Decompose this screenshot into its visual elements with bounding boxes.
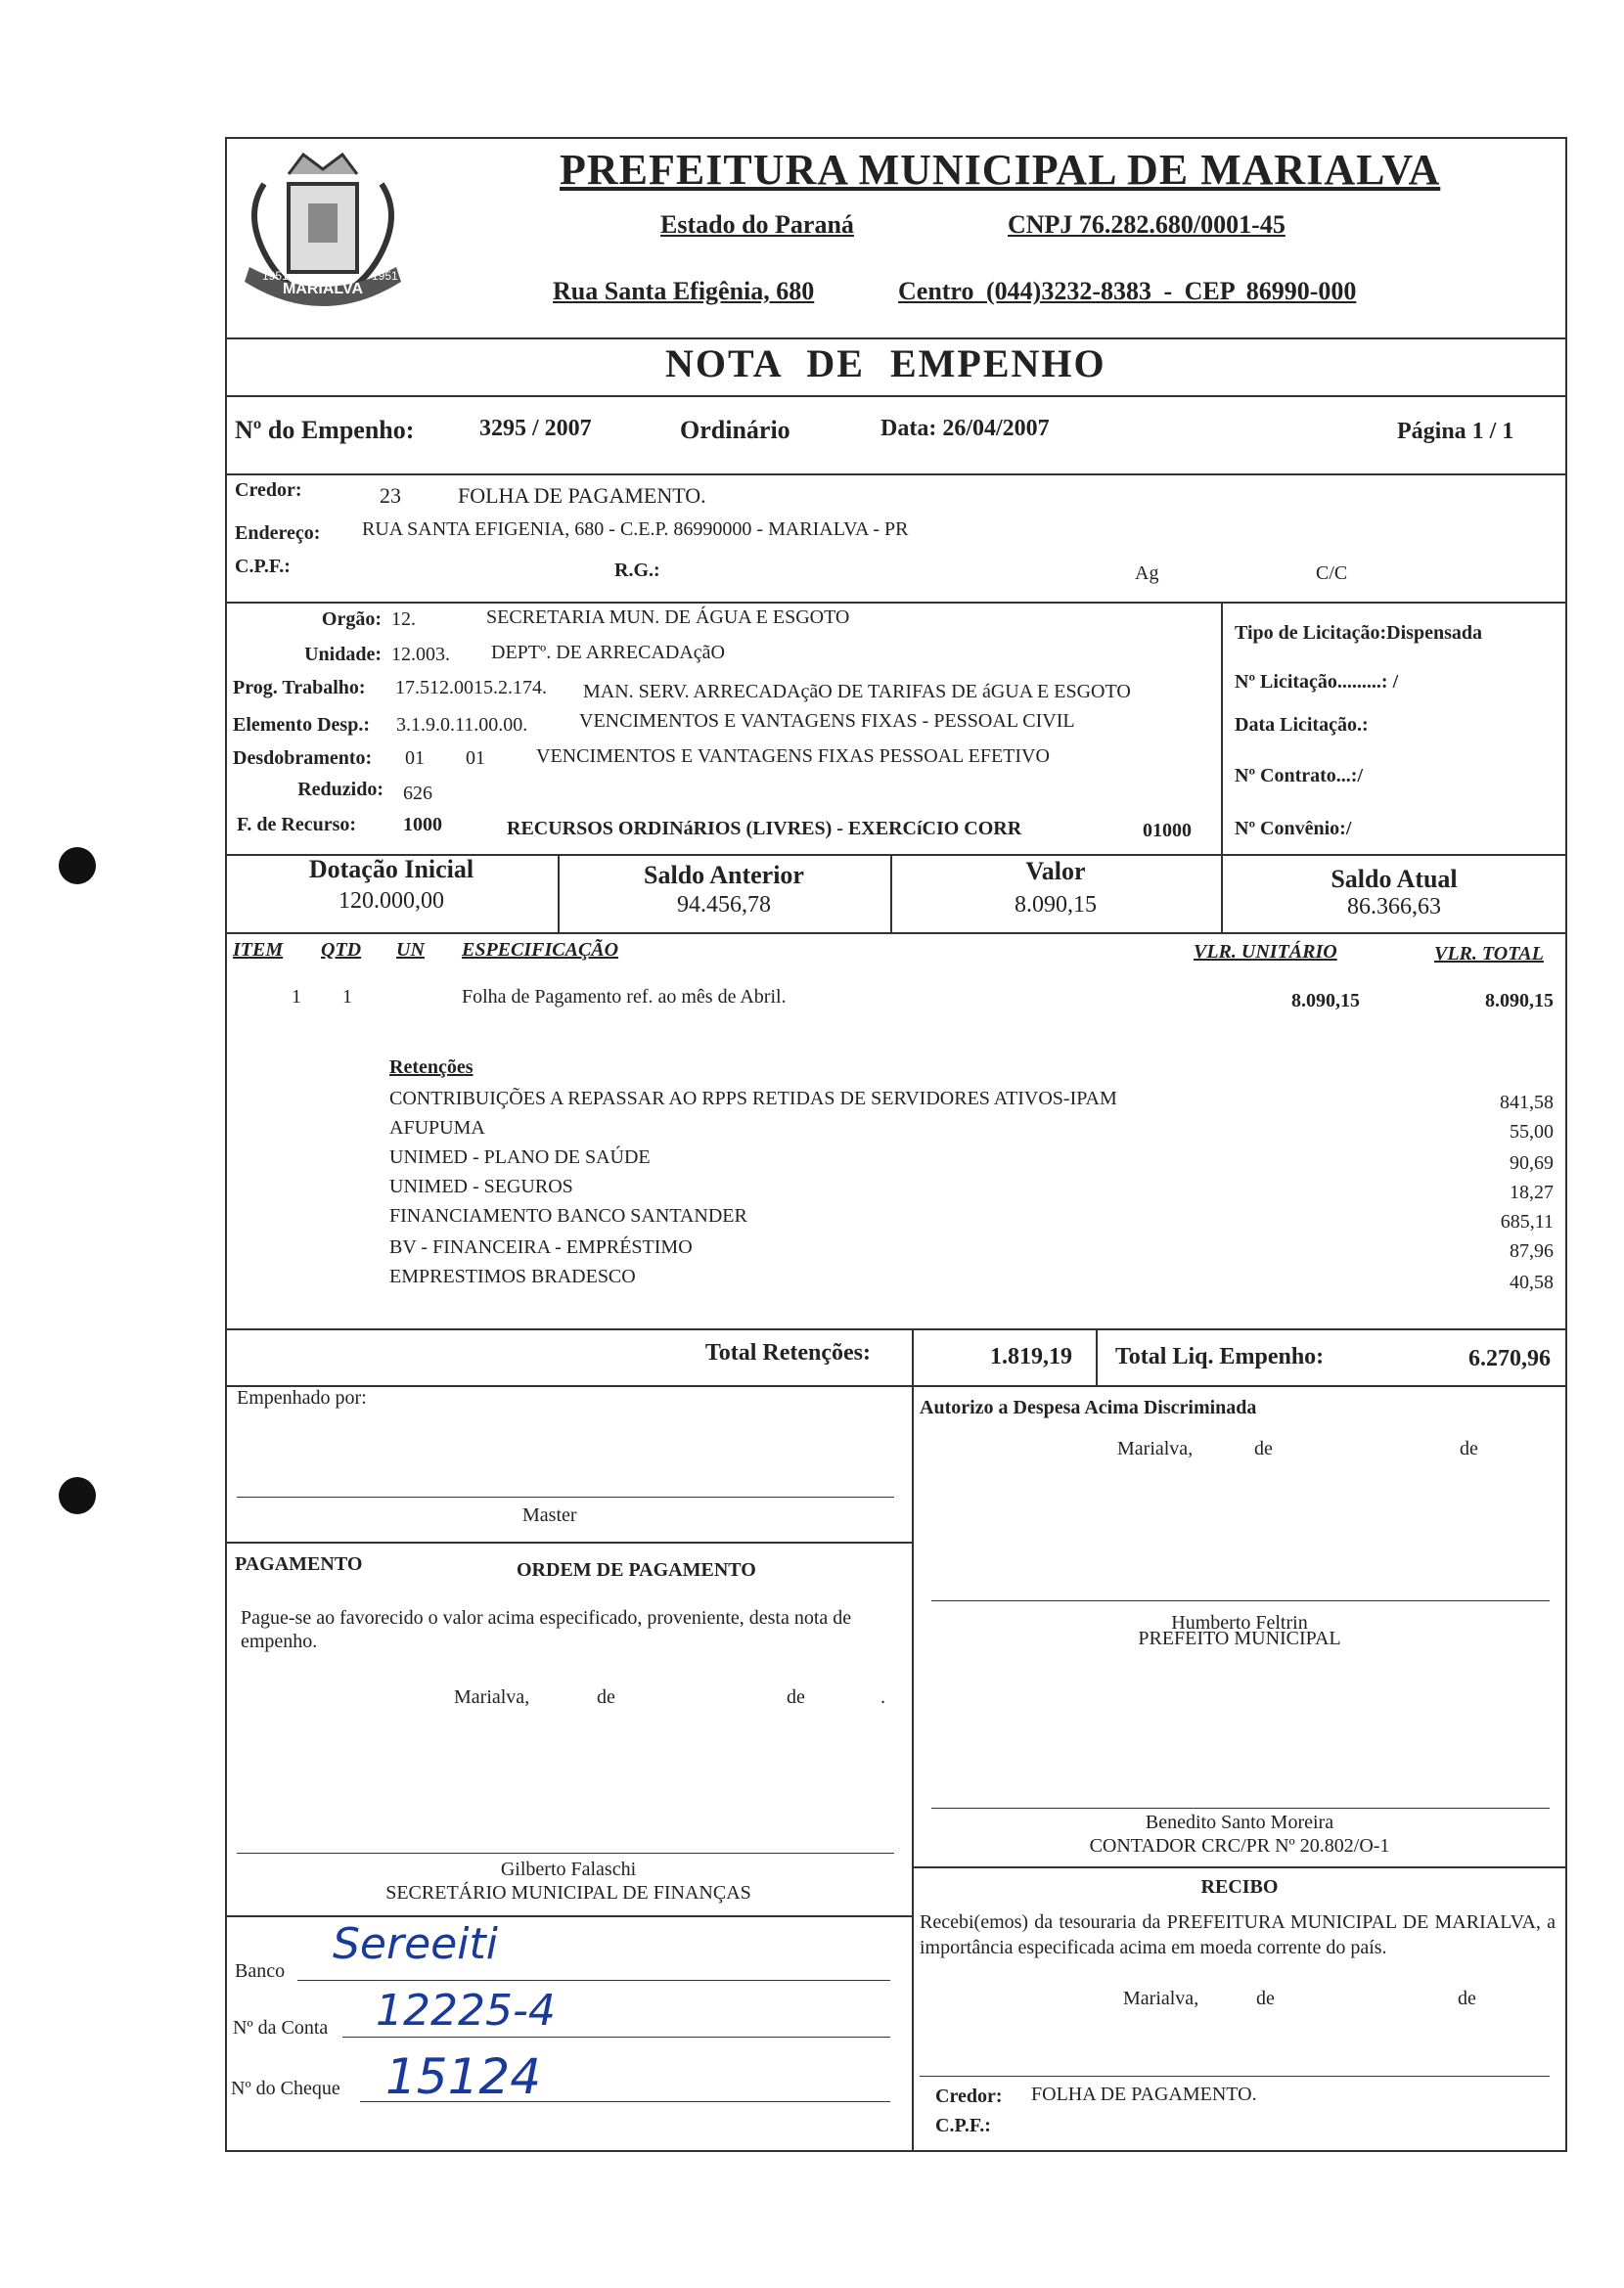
dotacao-value: 120.000,00 bbox=[338, 888, 444, 914]
cheque-label: Nº do Cheque bbox=[231, 2078, 340, 2099]
header-state: Estado do Paraná bbox=[660, 210, 854, 239]
cheque-handwritten: 15124 bbox=[385, 2048, 542, 2105]
cpf-label: C.P.F.: bbox=[235, 556, 291, 577]
col-especificacao: ESPECIFICAÇÃO bbox=[462, 939, 619, 961]
signature-line bbox=[237, 1853, 894, 1854]
crest-year-right: 1951 bbox=[372, 269, 398, 283]
elemento-label: Elemento Desp.: bbox=[233, 714, 370, 736]
banco-handwritten: Sereeiti bbox=[333, 1919, 498, 1969]
signature-line bbox=[931, 1808, 1550, 1809]
autorizo-de-2: de bbox=[1460, 1438, 1478, 1459]
col-item: ITEM bbox=[233, 939, 284, 961]
unidade-code: 12.003. bbox=[391, 644, 450, 665]
prog-label: Prog. Trabalho: bbox=[233, 677, 366, 698]
header-cnpj: CNPJ 76.282.680/0001-45 bbox=[1008, 210, 1286, 239]
retencoes-title: Retenções bbox=[389, 1056, 474, 1078]
retencao-value: 685,11 bbox=[1500, 1211, 1554, 1233]
empenho-page: Página 1 / 1 bbox=[1397, 419, 1514, 444]
desdobramento-code-2: 01 bbox=[466, 747, 485, 769]
empenhado-label: Empenhado por: bbox=[237, 1387, 367, 1409]
item-number: 1 bbox=[292, 986, 301, 1008]
desdobramento-desc: VENCIMENTOS E VANTAGENS FIXAS PESSOAL EFETIVO bbox=[536, 745, 1050, 767]
licitacao-numero: Nº Licitação.........: / bbox=[1235, 671, 1399, 693]
licitacao-convenio: Nº Convênio:/ bbox=[1235, 818, 1352, 839]
item-desc: Folha de Pagamento ref. ao mês de Abril. bbox=[462, 986, 787, 1008]
retencao-value: 90,69 bbox=[1510, 1152, 1554, 1174]
pagamento-dot: . bbox=[880, 1686, 885, 1708]
retencao-desc: EMPRESTIMOS BRADESCO bbox=[389, 1266, 636, 1287]
licitacao-contrato: Nº Contrato...:/ bbox=[1235, 765, 1364, 786]
document-title: NOTA DE EMPENHO bbox=[665, 341, 1106, 385]
conta-handwritten: 12225-4 bbox=[376, 1986, 556, 2036]
prog-code: 17.512.0015.2.174. bbox=[395, 677, 547, 698]
valor-value: 8.090,15 bbox=[1015, 892, 1097, 918]
recurso-code-2: 01000 bbox=[1143, 820, 1192, 841]
divider bbox=[225, 1542, 912, 1544]
autorizo-place: Marialva, bbox=[1117, 1438, 1194, 1459]
retencao-desc: UNIMED - SEGUROS bbox=[389, 1176, 573, 1197]
desdobramento-label: Desdobramento: bbox=[233, 747, 373, 769]
retencao-desc: BV - FINANCEIRA - EMPRÉSTIMO bbox=[389, 1236, 693, 1258]
col-vlr-total: VLR. TOTAL bbox=[1434, 943, 1544, 965]
divider bbox=[225, 932, 1567, 934]
recibo-credor-label: Credor: bbox=[935, 2086, 1003, 2107]
ordem-pagamento-label: ORDEM DE PAGAMENTO bbox=[517, 1559, 756, 1581]
saldo-atual-label: Saldo Atual bbox=[1331, 865, 1458, 893]
signature-line bbox=[931, 1600, 1550, 1601]
punch-hole-bottom bbox=[59, 1477, 96, 1514]
secretario-name: Gilberto Falaschi bbox=[500, 1859, 637, 1880]
total-liquido-value: 6.270,96 bbox=[1468, 1346, 1551, 1371]
licitacao-data: Data Licitação.: bbox=[1235, 714, 1369, 736]
empenho-date: Data: 26/04/2007 bbox=[880, 416, 1050, 441]
orgao-code: 12. bbox=[391, 608, 416, 630]
divider bbox=[912, 1866, 1567, 1868]
empenho-number: 3295 / 2007 bbox=[479, 416, 592, 441]
orgao-label: Orgão: bbox=[321, 608, 382, 630]
divider bbox=[1221, 602, 1223, 854]
credor-code: 23 bbox=[380, 483, 401, 508]
retencao-desc: AFUPUMA bbox=[389, 1117, 485, 1139]
divider bbox=[912, 1385, 914, 2152]
retencao-value: 87,96 bbox=[1510, 1240, 1554, 1262]
pagamento-label: PAGAMENTO bbox=[235, 1553, 363, 1575]
saldo-anterior-label: Saldo Anterior bbox=[644, 861, 804, 889]
recibo-credor-value: FOLHA DE PAGAMENTO. bbox=[1031, 2084, 1257, 2105]
empenhado-signer: Master bbox=[522, 1504, 577, 1526]
autorizo-de-1: de bbox=[1254, 1438, 1273, 1459]
empenho-type: Ordinário bbox=[680, 416, 790, 444]
item-unit: 8.090,15 bbox=[1291, 990, 1360, 1011]
col-vlr-unitario: VLR. UNITÁRIO bbox=[1194, 941, 1337, 963]
licitacao-tipo: Tipo de Licitação:Dispensada bbox=[1235, 622, 1482, 644]
retencao-desc: UNIMED - PLANO DE SAÚDE bbox=[389, 1146, 651, 1168]
col-qtd: QTD bbox=[321, 939, 362, 961]
recibo-title: RECIBO bbox=[1200, 1876, 1279, 1898]
elemento-desc: VENCIMENTOS E VANTAGENS FIXAS - PESSOAL CIVIL bbox=[579, 710, 1075, 732]
reduzido-value: 626 bbox=[403, 783, 432, 804]
autorizo-label: Autorizo a Despesa Acima Discriminada bbox=[920, 1397, 1257, 1418]
header-title: PREFEITURA MUNICIPAL DE MARIALVA bbox=[560, 146, 1441, 194]
divider bbox=[225, 602, 1567, 604]
total-liquido-label: Total Liq. Empenho: bbox=[1115, 1344, 1325, 1369]
retencao-value: 841,58 bbox=[1500, 1092, 1554, 1113]
recurso-code: 1000 bbox=[403, 814, 442, 835]
contador-role: CONTADOR CRC/PR Nº 20.802/O-1 bbox=[1089, 1835, 1390, 1857]
recibo-de-2: de bbox=[1458, 1988, 1476, 2009]
banco-label: Banco bbox=[235, 1960, 286, 1982]
divider bbox=[912, 1328, 914, 1385]
unidade-label: Unidade: bbox=[304, 644, 382, 665]
recibo-place: Marialva, bbox=[1123, 1988, 1199, 2009]
conta-label: Nº da Conta bbox=[233, 2017, 329, 2039]
retencao-value: 55,00 bbox=[1510, 1121, 1554, 1143]
total-retencoes-value: 1.819,19 bbox=[990, 1344, 1072, 1369]
prog-desc: MAN. SERV. ARRECADAçãO DE TARIFAS DE áGUA E ESGOTO bbox=[583, 681, 1131, 702]
rg-label: R.G.: bbox=[614, 560, 660, 581]
recibo-text: Recebi(emos) da tesouraria da PREFEITURA MUNICIPAL DE MARIALVA, a importância especificada acima em moeda corrente do país. bbox=[920, 1911, 1556, 1958]
desdobramento-code-1: 01 bbox=[405, 747, 425, 769]
divider bbox=[225, 473, 1567, 475]
ag-label: Ag bbox=[1135, 562, 1159, 584]
orgao-desc: SECRETARIA MUN. DE ÁGUA E ESGOTO bbox=[486, 606, 850, 628]
unidade-desc: DEPTº. DE ARRECADAçãO bbox=[491, 642, 725, 663]
pagamento-de-2: de bbox=[787, 1686, 805, 1708]
pagamento-de-1: de bbox=[597, 1686, 615, 1708]
pagamento-text: Pague-se ao favorecido o valor acima especificado, proveniente, desta nota de empenho. bbox=[241, 1607, 852, 1652]
crest-year-left: 1951 bbox=[262, 269, 289, 283]
divider bbox=[225, 1385, 1567, 1387]
crest-text: MARIALVA bbox=[282, 281, 364, 297]
retencao-value: 40,58 bbox=[1510, 1272, 1554, 1293]
total-retencoes-label: Total Retenções: bbox=[704, 1340, 871, 1366]
address-value: RUA SANTA EFIGENIA, 680 - C.E.P. 86990000 - MARIALVA - PR bbox=[362, 518, 909, 540]
header-address: Rua Santa Efigênia, 680 bbox=[553, 277, 815, 305]
divider bbox=[1096, 1328, 1098, 1385]
valor-label: Valor bbox=[1025, 857, 1086, 885]
dotacao-label: Dotação Inicial bbox=[308, 855, 474, 883]
divider bbox=[225, 1915, 912, 1917]
saldo-anterior-value: 94.456,78 bbox=[677, 892, 771, 918]
divider bbox=[225, 337, 1567, 339]
recurso-label: F. de Recurso: bbox=[237, 814, 357, 835]
recurso-desc: RECURSOS ORDINáRIOS (LIVRES) - EXERCíCIO CORR bbox=[507, 818, 1022, 839]
credor-label: Credor: bbox=[235, 479, 302, 501]
col-un: UN bbox=[396, 939, 425, 961]
prefeito-role: PREFEITO MUNICIPAL bbox=[1138, 1628, 1341, 1649]
empenho-number-label: Nº do Empenho: bbox=[235, 416, 415, 444]
pagamento-place: Marialva, bbox=[454, 1686, 530, 1708]
signature-line bbox=[237, 1497, 894, 1498]
cc-label: C/C bbox=[1316, 562, 1348, 584]
signature-line bbox=[920, 2076, 1550, 2077]
punch-hole-top bbox=[59, 847, 96, 884]
item-total: 8.090,15 bbox=[1485, 990, 1554, 1011]
municipal-crest bbox=[235, 145, 411, 327]
recibo-cpf-label: C.P.F.: bbox=[935, 2115, 991, 2136]
item-qtd: 1 bbox=[342, 986, 352, 1008]
retencao-desc: FINANCIAMENTO BANCO SANTANDER bbox=[389, 1205, 747, 1227]
retencao-value: 18,27 bbox=[1510, 1182, 1554, 1203]
divider bbox=[225, 1328, 1567, 1330]
header-district-phone: Centro (044)3232-8383 - CEP 86990-000 bbox=[898, 277, 1357, 305]
conta-line bbox=[342, 2037, 890, 2038]
recibo-de-1: de bbox=[1256, 1988, 1275, 2009]
reduzido-label: Reduzido: bbox=[297, 779, 383, 800]
credor-name: FOLHA DE PAGAMENTO. bbox=[458, 483, 706, 508]
prefeito-name: Humberto Feltrin bbox=[1171, 1612, 1308, 1634]
banco-line bbox=[297, 1980, 890, 1981]
elemento-code: 3.1.9.0.11.00.00. bbox=[396, 714, 528, 736]
saldo-atual-value: 86.366,63 bbox=[1347, 894, 1441, 920]
divider bbox=[225, 395, 1567, 397]
address-label: Endereço: bbox=[235, 522, 321, 544]
contador-name: Benedito Santo Moreira bbox=[1145, 1812, 1334, 1833]
secretario-role: SECRETÁRIO MUNICIPAL DE FINANÇAS bbox=[385, 1882, 751, 1904]
retencao-desc: CONTRIBUIÇÕES A REPASSAR AO RPPS RETIDAS DE SERVIDORES ATIVOS-IPAM bbox=[389, 1088, 1117, 1109]
